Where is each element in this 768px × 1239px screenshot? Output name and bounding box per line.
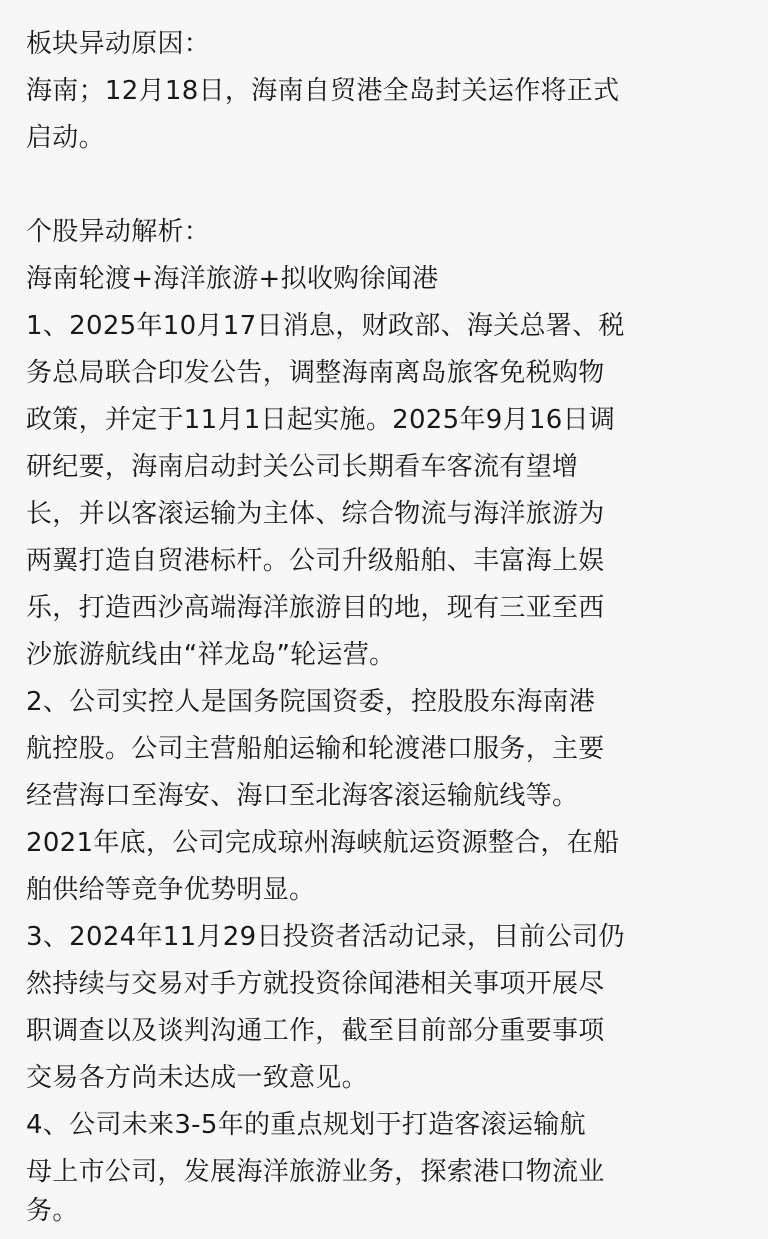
text-line: 沙旅游航线由“祥龙岛”轮运营。 — [26, 640, 396, 670]
text-line: 政策，并定于11月1日起实施。2025年9月16日调 — [26, 405, 616, 435]
text-line: 乐，打造西沙高端海洋旅游目的地，现有三亚至西 — [26, 593, 605, 623]
text-line: 航控股。公司主营船舶运输和轮渡港口服务，主要 — [26, 734, 605, 764]
text-line: 启动。 — [26, 123, 105, 153]
text-line: 经营海口至海安、海口至北海客滚运输航线等。 — [26, 781, 579, 811]
text-line: 职调查以及谈判沟通工作，截至目前部分重要事项 — [26, 1016, 605, 1046]
point-3-line: 3、2024年11月29日投资者活动记录，目前公司仍 — [26, 922, 625, 952]
text-line: 研纪要，海南启动封关公司长期看车客流有望增 — [26, 452, 579, 482]
text-line: 2021年底，公司完成琼州海峡航运资源整合，在船 — [26, 828, 620, 858]
point-2-line: 2、公司实控人是国务院国资委，控股股东海南港 — [26, 687, 596, 717]
text-line: 海南轮渡+海洋旅游+拟收购徐闻港 — [26, 264, 439, 294]
heading-stock-analysis: 个股异动解析： — [26, 217, 211, 247]
point-1-line: 1、2025年10月17日消息，财政部、海关总署、税 — [26, 311, 625, 341]
heading-sector-reason: 板块异动原因： — [26, 29, 211, 59]
point-4-line: 4、公司未来3-5年的重点规划于打造客滚运输航 — [26, 1110, 586, 1140]
text-line: 务总局联合印发公告，调整海南离岛旅客免税购物 — [26, 358, 605, 388]
text-line: 然持续与交易对手方就投资徐闻港相关事项开展尽 — [26, 969, 605, 999]
text-line: 两翼打造自贸港标杆。公司升级船舶、丰富海上娱 — [26, 546, 605, 576]
text-line: 母上市公司，发展海洋旅游业务，探索港口物流业 — [26, 1157, 605, 1187]
text-line: 务。 — [26, 1196, 79, 1226]
text-line: 交易各方尚未达成一致意见。 — [26, 1063, 368, 1093]
text-line: 舶供给等竞争优势明显。 — [26, 875, 316, 905]
text-line: 长，并以客滚运输为主体、综合物流与海洋旅游为 — [26, 499, 605, 529]
text-line: 海南；12月18日，海南自贸港全岛封关运作将正式 — [26, 76, 620, 106]
